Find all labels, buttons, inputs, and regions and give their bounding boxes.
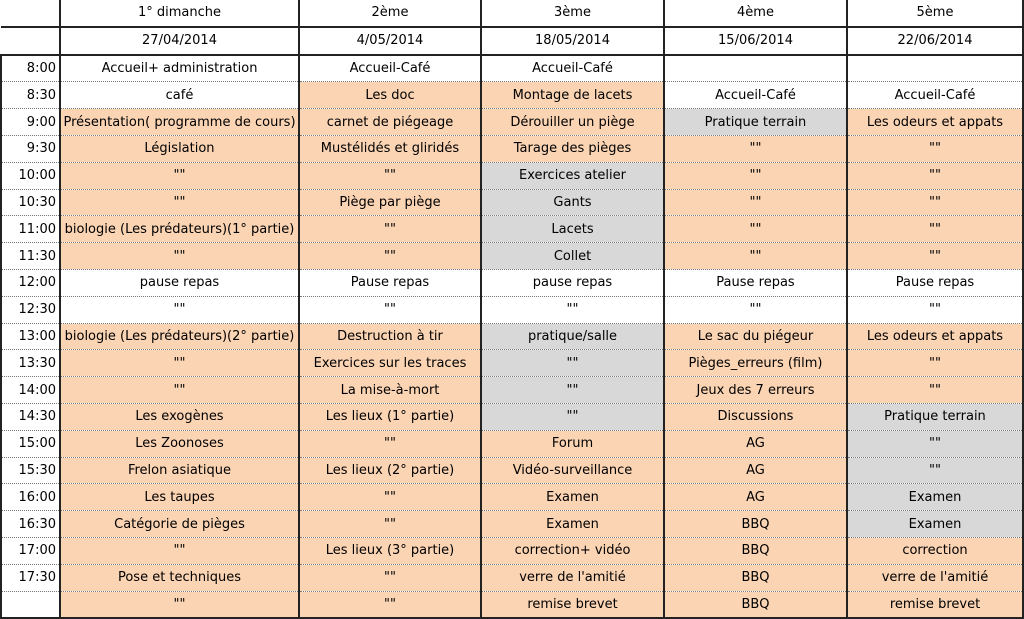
table-row bbox=[1, 162, 1023, 189]
schedule-cell: café bbox=[60, 82, 299, 109]
date-header: 4/05/2014 bbox=[299, 27, 481, 55]
schedule-cell: "" bbox=[664, 216, 847, 243]
schedule-cell: Pause repas bbox=[299, 269, 481, 296]
table-row bbox=[1, 243, 1023, 270]
schedule-cell: Examen bbox=[847, 484, 1023, 511]
schedule-cell: Pause repas bbox=[847, 269, 1023, 296]
schedule-cell bbox=[847, 55, 1023, 82]
schedule-cell: Vidéo-surveillance bbox=[481, 457, 664, 484]
table-row bbox=[1, 82, 1023, 109]
schedule-cell: "" bbox=[847, 457, 1023, 484]
schedule-cell: "" bbox=[60, 243, 299, 270]
schedule-cell: "" bbox=[299, 296, 481, 323]
table-row bbox=[1, 323, 1023, 350]
schedule-cell: "" bbox=[847, 216, 1023, 243]
schedule-cell: "" bbox=[60, 591, 299, 618]
schedule-cell: "" bbox=[481, 296, 664, 323]
date-header: 18/05/2014 bbox=[481, 27, 664, 55]
schedule-cell: Législation bbox=[60, 135, 299, 162]
time-cell: 13:30 bbox=[1, 350, 60, 377]
schedule-cell: Les exogènes bbox=[60, 403, 299, 430]
time-cell bbox=[1, 591, 60, 618]
corner-cell bbox=[1, 27, 60, 55]
schedule-cell: Piège par piège bbox=[299, 189, 481, 216]
table-row bbox=[1, 511, 1023, 538]
session-header: 5ème bbox=[847, 0, 1023, 27]
schedule-cell: "" bbox=[847, 243, 1023, 270]
schedule-cell: Tarage des pièges bbox=[481, 135, 664, 162]
schedule-cell: remise brevet bbox=[847, 591, 1023, 618]
schedule-cell: Accueil-Café bbox=[847, 82, 1023, 109]
table-row bbox=[1, 135, 1023, 162]
time-cell: 12:00 bbox=[1, 269, 60, 296]
schedule-cell: Gants bbox=[481, 189, 664, 216]
time-cell: 8:30 bbox=[1, 82, 60, 109]
table-row bbox=[1, 457, 1023, 484]
table-row bbox=[1, 216, 1023, 243]
time-cell: 14:00 bbox=[1, 377, 60, 404]
table-row bbox=[1, 403, 1023, 430]
schedule-cell: Les Zoonoses bbox=[60, 430, 299, 457]
schedule-cell: Les taupes bbox=[60, 484, 299, 511]
time-cell: 13:00 bbox=[1, 323, 60, 350]
schedule-cell: BBQ bbox=[664, 591, 847, 618]
schedule-cell: Pose et techniques bbox=[60, 564, 299, 591]
schedule-cell: "" bbox=[299, 511, 481, 538]
schedule-cell: "" bbox=[60, 162, 299, 189]
schedule-cell: "" bbox=[664, 135, 847, 162]
schedule-cell: "" bbox=[299, 162, 481, 189]
time-cell: 17:30 bbox=[1, 564, 60, 591]
time-cell: 11:00 bbox=[1, 216, 60, 243]
schedule-cell: Les lieux (1° partie) bbox=[299, 403, 481, 430]
time-cell: 17:00 bbox=[1, 537, 60, 564]
schedule-cell: Exercices sur les traces bbox=[299, 350, 481, 377]
schedule-cell bbox=[664, 55, 847, 82]
schedule-cell: Accueil+ administration bbox=[60, 55, 299, 82]
table-row bbox=[1, 430, 1023, 457]
schedule-cell: "" bbox=[847, 162, 1023, 189]
schedule-cell: Le sac du piégeur bbox=[664, 323, 847, 350]
schedule-cell: Pause repas bbox=[664, 269, 847, 296]
time-cell: 9:00 bbox=[1, 109, 60, 136]
schedule-cell: Pratique terrain bbox=[847, 403, 1023, 430]
schedule-cell: carnet de piégeage bbox=[299, 109, 481, 136]
schedule-cell: pratique/salle bbox=[481, 323, 664, 350]
table-row bbox=[1, 377, 1023, 404]
schedule-cell: AG bbox=[664, 457, 847, 484]
time-cell: 11:30 bbox=[1, 243, 60, 270]
schedule-cell: Pièges_erreurs (film) bbox=[664, 350, 847, 377]
schedule-cell: correction+ vidéo bbox=[481, 537, 664, 564]
table-row bbox=[1, 269, 1023, 296]
time-cell: 9:30 bbox=[1, 135, 60, 162]
table-row bbox=[1, 109, 1023, 136]
schedule-cell: Présentation( programme de cours) bbox=[60, 109, 299, 136]
schedule-cell: Frelon asiatique bbox=[60, 457, 299, 484]
schedule-cell: "" bbox=[481, 403, 664, 430]
schedule-cell: Les lieux (3° partie) bbox=[299, 537, 481, 564]
schedule-cell: Accueil-Café bbox=[664, 82, 847, 109]
table-row bbox=[1, 296, 1023, 323]
schedule-cell: "" bbox=[664, 296, 847, 323]
schedule-cell: "" bbox=[847, 135, 1023, 162]
schedule-cell: Montage de lacets bbox=[481, 82, 664, 109]
date-header: 27/04/2014 bbox=[60, 27, 299, 55]
schedule-cell: correction bbox=[847, 537, 1023, 564]
session-header: 4ème bbox=[664, 0, 847, 27]
schedule-cell: "" bbox=[60, 350, 299, 377]
session-header: 1° dimanche bbox=[60, 0, 299, 27]
table-row bbox=[1, 591, 1023, 618]
schedule-cell: Accueil-Café bbox=[481, 55, 664, 82]
schedule-cell: "" bbox=[847, 189, 1023, 216]
schedule-cell: Les odeurs et appats bbox=[847, 323, 1023, 350]
table-row bbox=[1, 350, 1023, 377]
schedule-cell: Les doc bbox=[299, 82, 481, 109]
schedule-cell: "" bbox=[847, 377, 1023, 404]
corner-cell bbox=[1, 0, 60, 27]
time-cell: 14:30 bbox=[1, 403, 60, 430]
schedule-cell: Pratique terrain bbox=[664, 109, 847, 136]
schedule-cell: Les odeurs et appats bbox=[847, 109, 1023, 136]
schedule-cell: "" bbox=[847, 296, 1023, 323]
date-header: 15/06/2014 bbox=[664, 27, 847, 55]
schedule-cell: "" bbox=[481, 350, 664, 377]
time-cell: 16:30 bbox=[1, 511, 60, 538]
schedule-cell: Discussions bbox=[664, 403, 847, 430]
schedule-cell: pause repas bbox=[60, 269, 299, 296]
session-header: 2ème bbox=[299, 0, 481, 27]
schedule-cell: "" bbox=[299, 216, 481, 243]
schedule-cell: Les lieux (2° partie) bbox=[299, 457, 481, 484]
schedule-cell: "" bbox=[664, 162, 847, 189]
time-cell: 16:00 bbox=[1, 484, 60, 511]
schedule-cell: "" bbox=[60, 189, 299, 216]
schedule-cell: "" bbox=[60, 537, 299, 564]
schedule-cell: Examen bbox=[481, 511, 664, 538]
schedule-cell: Exercices atelier bbox=[481, 162, 664, 189]
session-header: 3ème bbox=[481, 0, 664, 27]
time-cell: 15:00 bbox=[1, 430, 60, 457]
session-header-row bbox=[1, 0, 1023, 27]
schedule-cell: "" bbox=[60, 296, 299, 323]
schedule-cell: "" bbox=[299, 591, 481, 618]
time-cell: 8:00 bbox=[1, 55, 60, 82]
table-row bbox=[1, 189, 1023, 216]
schedule-cell: BBQ bbox=[664, 511, 847, 538]
schedule-cell: Jeux des 7 erreurs bbox=[664, 377, 847, 404]
schedule-cell: "" bbox=[664, 189, 847, 216]
table-row bbox=[1, 537, 1023, 564]
schedule-cell: "" bbox=[60, 377, 299, 404]
schedule-cell: Examen bbox=[847, 511, 1023, 538]
table-row bbox=[1, 55, 1023, 82]
schedule-cell: pause repas bbox=[481, 269, 664, 296]
schedule-cell: Destruction à tir bbox=[299, 323, 481, 350]
date-header: 22/06/2014 bbox=[847, 27, 1023, 55]
schedule-cell: "" bbox=[299, 430, 481, 457]
schedule-cell: Lacets bbox=[481, 216, 664, 243]
schedule-cell: Catégorie de pièges bbox=[60, 511, 299, 538]
schedule-cell: Accueil-Café bbox=[299, 55, 481, 82]
schedule-cell: "" bbox=[299, 243, 481, 270]
schedule-cell: remise brevet bbox=[481, 591, 664, 618]
time-cell: 12:30 bbox=[1, 296, 60, 323]
schedule-cell: verre de l'amitié bbox=[481, 564, 664, 591]
table-row bbox=[1, 564, 1023, 591]
schedule-cell: "" bbox=[299, 564, 481, 591]
schedule-cell: Dérouiller un piège bbox=[481, 109, 664, 136]
schedule-cell: verre de l'amitié bbox=[847, 564, 1023, 591]
schedule-cell: BBQ bbox=[664, 537, 847, 564]
schedule-cell: Collet bbox=[481, 243, 664, 270]
schedule-body bbox=[1, 0, 1023, 618]
date-header-row bbox=[1, 27, 1023, 55]
schedule-cell: "" bbox=[664, 243, 847, 270]
schedule-cell: Mustélidés et gliridés bbox=[299, 135, 481, 162]
time-cell: 10:30 bbox=[1, 189, 60, 216]
schedule-cell: "" bbox=[847, 350, 1023, 377]
schedule-cell: biologie (Les prédateurs)(1° partie) bbox=[60, 216, 299, 243]
schedule-cell: La mise-à-mort bbox=[299, 377, 481, 404]
schedule-cell: Examen bbox=[481, 484, 664, 511]
schedule-cell: "" bbox=[481, 377, 664, 404]
time-cell: 10:00 bbox=[1, 162, 60, 189]
schedule-cell: BBQ bbox=[664, 564, 847, 591]
schedule-cell: "" bbox=[299, 484, 481, 511]
schedule-cell: "" bbox=[847, 430, 1023, 457]
schedule-cell: Forum bbox=[481, 430, 664, 457]
schedule-cell: AG bbox=[664, 430, 847, 457]
table-row bbox=[1, 484, 1023, 511]
schedule-cell: AG bbox=[664, 484, 847, 511]
time-cell: 15:30 bbox=[1, 457, 60, 484]
schedule-cell: biologie (Les prédateurs)(2° partie) bbox=[60, 323, 299, 350]
